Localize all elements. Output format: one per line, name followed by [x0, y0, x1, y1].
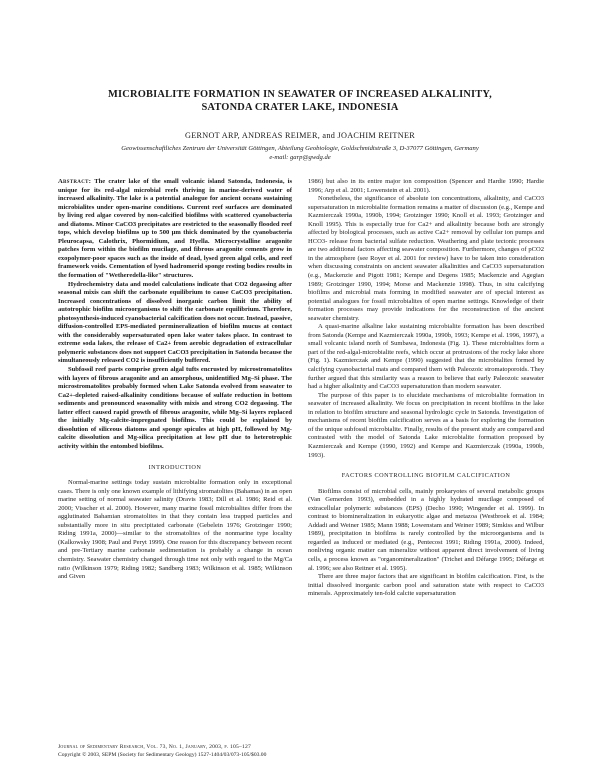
paper-title [60, 88, 540, 114]
abstract-paragraph-1 [58, 178, 292, 281]
body-paragraph-4: The purpose of this paper is to elucidate mechanisms of microbialite formation in seawater of increased alkalinity. We focus on precipitation in recent biofilms in the lake in relation to biofilm structure and seasonal hydrologic cycle in Satonda. Investigation of mechanisms of recent biofilm calcification serves as a basis for exploring the formation of the unique subfossil microbialite. Finally, results of the present study are compared and contrasted with the model of Satonda Lake microbialite formation proposed by Kazmierczak and Kempe (1990, 1992) and Kempe and Kazmierczak (1990a, 1990b, 1993). [308, 391, 544, 459]
journal-citation: Journal of Sedimentary Research, Vol. 73, No. 1, January, 2003, p. 105–127 [58, 744, 251, 750]
author-list: GERNOT ARP, ANDREAS REIMER, and JOACHIM REITNER [184, 131, 416, 140]
body-paragraph-continued: 1986) but also in its entire major ion composition (Spencer and Hardie 1990; Hardie 1996; Arp et al. 2001; Lowenstein et al. 2001). [308, 178, 544, 194]
title-line-1: MICROBIALITE FORMATION IN SEAWATER OF INCREASED ALKALINITY, [108, 89, 492, 100]
right-column [308, 178, 544, 599]
body-paragraph-5: Biofilms consist of microbial cells, mainly prokaryotes of several metabolic groups (Van Gemerden 1993), embedded in a highly hydrated mucilage composed of extracellular polymeric substances (EPS) (Decho 1990; Wingender et al. 1999). In contrast to biomineralization in eukaryotic algae and metazoa (Westbroek et al. 1984; Addadi and Weiner 1985; Mann 1988; Lowenstam and Weiner 1989; Simkiss and Wilbur 1989), precipitation in biofilms is rarely controlled by the microorganisms and is regarded as induced or mediated (e.g., Pentecost 1991; Riding 1991a, 2000). Indeed, nonliving organic matter can mineralize without apparent direct involvement of living cells, a process known as "organomineralization" (Trichet and Défarge 1995; Défarge et al. 1996; see also Reitner et al. 1995). [308, 487, 544, 572]
abstract-paragraph-3: Subfossil reef parts comprise green algal tufts encrusted by microstromatolites with layers of fibrous aragonite and an amorphous, unidentified Mg–Si phase. The microstromatolites probably formed when Lake Satonda evolved from seawater to Ca2+-depleted raised-alkalinity conditions because of sulfate reduction in bottom sediments and pronounced seasonality with mixis and strong CO2 degassing. The latter effect caused rapid growth of fibrous aragonite, while Mg–Si layers replaced the initially Mg-calcite-impregnated biofilms. This could be explained by dissolution of siliceous diatoms and sponge spicules at high pH, followed by Mg-calcite dissolution and Mg-silica precipitation at low pH due to heterotrophic activity within the entombed biofilms. [58, 366, 292, 450]
section-heading-factors: FACTORS CONTROLLING BIOFILM CALCIFICATION [341, 472, 511, 480]
body-paragraph-3: A quasi-marine alkaline lake sustaining microbialite formation has been described from Satonda (Kempe and Kazmierczak 1990a, 1990b, 1993; Kempe et al. 1996, 1997), a small volcanic island north of Sumbawa, Indonesia (Fig. 1). These microbialites form a part of the red-algal-microbialite reefs, which occur at protrusions of the rocky lake shore (Fig. 1). Kazmierczak and Kempe (1990) suggested that the microbialites formed by calcifying cyanobacterial mats and compared them with Paleozoic stromatoporoids. They further argued that this similarity was a reason to believe that early Paleozoic seawater had a higher alkalinity and CaCO3 supersaturation than modern seawater. [308, 323, 544, 391]
journal-footer [58, 744, 358, 759]
abstract-paragraph-2: Hydrochemistry data and model calculations indicate that CO2 degassing after seasonal mixis can shift the carbonate equilibrium to cause CaCO3 precipitation. Increased concentrations of dissolved inorganic carbon limit the ability of autotrophic biofilm microorganisms to shift the carbonate equilibrium. Therefore, photosynthesis-induced cyanobacterial calcification does not occur. Instead, passive, diffusion-controlled EPS-mediated permineralization of biofilm mucus at contact with the considerably supersaturated open lake water takes place. In contrast to extreme soda lakes, the release of Ca2+ from aerobic degradation of extracellular polymeric substances does not support CaCO3 precipitation in Satonda because the simultaneously released CO2 is insufficiently buffered. [58, 280, 292, 365]
copyright-line: Copyright © 2003, SEPM (Society for Sedimentary Geology) 1527-1404/03/073-105/$03.00 [58, 751, 267, 758]
introduction-paragraph-1: Normal-marine settings today sustain microbialite formation only in exceptional cases. There is only one known example of lithifying stromatolites (Bahamas) in an open marine setting of normal seawater salinity (Dravis 1983; Dill et al. 1986; Reid et al. 2000; Visscher et al. 2000). However, many marine fossil microbialites differ from the agglutinated Bahamian stromatolites in that they contain less trapped particles and substantially more in situ precipitated carbonate (Gebelein 1976; Grotzinger 1990; Riding 1991a, 2000)—similar to the stromatolites of the nonmarine type locality (Kalkowsky 1908; Paul and Peryt 1999). One reason for this discrepancy between recent and pre-Tertiary marine carbonate sedimentation is probably a change in ocean chemistry. Seawater chemistry changed through time not only with regard to the Mg/Ca ratio (Wilkinson 1979; Riding 1982; Sandberg 1983; Wilkinson et al. 1985; Wilkinson and Given [58, 479, 292, 581]
affiliation: Geowissenschaftliches Zentrum der Universität Göttingen, Abteilung Geobiologie, Goldschmidtstraße 3, D-37077 Göttingen, Germany [121, 145, 479, 152]
section-heading-introduction: INTRODUCTION [148, 463, 202, 471]
abstract-text-1: The crater lake of the small volcanic island Satonda, Indonesia, is unique for its red-algal microbial reefs thriving in marine-derived water of increased alkalinity. The lake is a potential analogue for ancient oceans sustaining microbialites under open-marine conditions. Current reef surfaces are dominated by living red algae covered by non-calcified biofilms with scattered cyanobacteria and diatoms. Minor CaCO3 precipitates are restricted to the seasonally flooded reef tops, which develop biofilms up to 500 μm thick dominated by the cyanobacteria Pleurocapsa, Calothrix, Phormidium, and Hyella. Microcrystalline aragonite patches form within the biofilm mucilage, and fibrous aragonite cements grow in exopolymer-poor spaces such as the inside of dead, lysed green algal cells, and reef framework voids. Cementation of lysed hadromerid sponge resting bodies results in the formation of "Wetheredella-like" structures. [58, 178, 292, 280]
body-paragraph-6: There are three major factors that are significant in biofilm calcification. First, is the initial dissolved inorganic carbon pool and saturation state with respect to CaCO3 minerals. Approximately ten-fold calcite supersaturation [308, 573, 544, 598]
left-column [58, 178, 292, 582]
affiliation-block [60, 145, 540, 162]
body-paragraph-2: Nonetheless, the significance of absolute ion concentrations, alkalinity, and CaCO3 supersaturation in microbialite formation remains a matter of discussion (e.g., Kempe and Kazmierczak 1990a, 1990b, 1994; Grotzinger 1990; Knoll et al. 1993; Grotzinger and Knoll 1995). This is especially true for Ca2+ and alkalinity because both are strongly affected by biological processes, such as active Ca2+ removal by cellular ion pumps and HCO3- release from bacterial sulfate reduction. Weathering and plate tectonic processes are two additional factors affecting seawater composition. Furthermore, changes of pCO2 in the atmosphere (see Royer et al. 2001 for review) have to be taken into consideration when discussing constraints on ancient seawater alkalinities and CaCO3 supersaturation (e.g., Mackenzie and Pigott 1981; Kempe and Degens 1985; Mackenzie and Agegian 1989; Grotzinger 1990, 1994; Morse and Mackenzie 1998). Thus, in situ calcifying biofilms and microbial mats forming in modified seawater are of special interest as potential analogues for fossil microbialites of open marine settings. Knowledge of their formation processes may provide indications for the reconstruction of the ancient seawater chemistry. [308, 195, 544, 322]
title-line-2: SATONDA CRATER LAKE, INDONESIA [201, 102, 399, 113]
abstract-label: Abstract: [58, 178, 92, 185]
email-address: e-mail: garp@gwdg.de [269, 153, 331, 161]
